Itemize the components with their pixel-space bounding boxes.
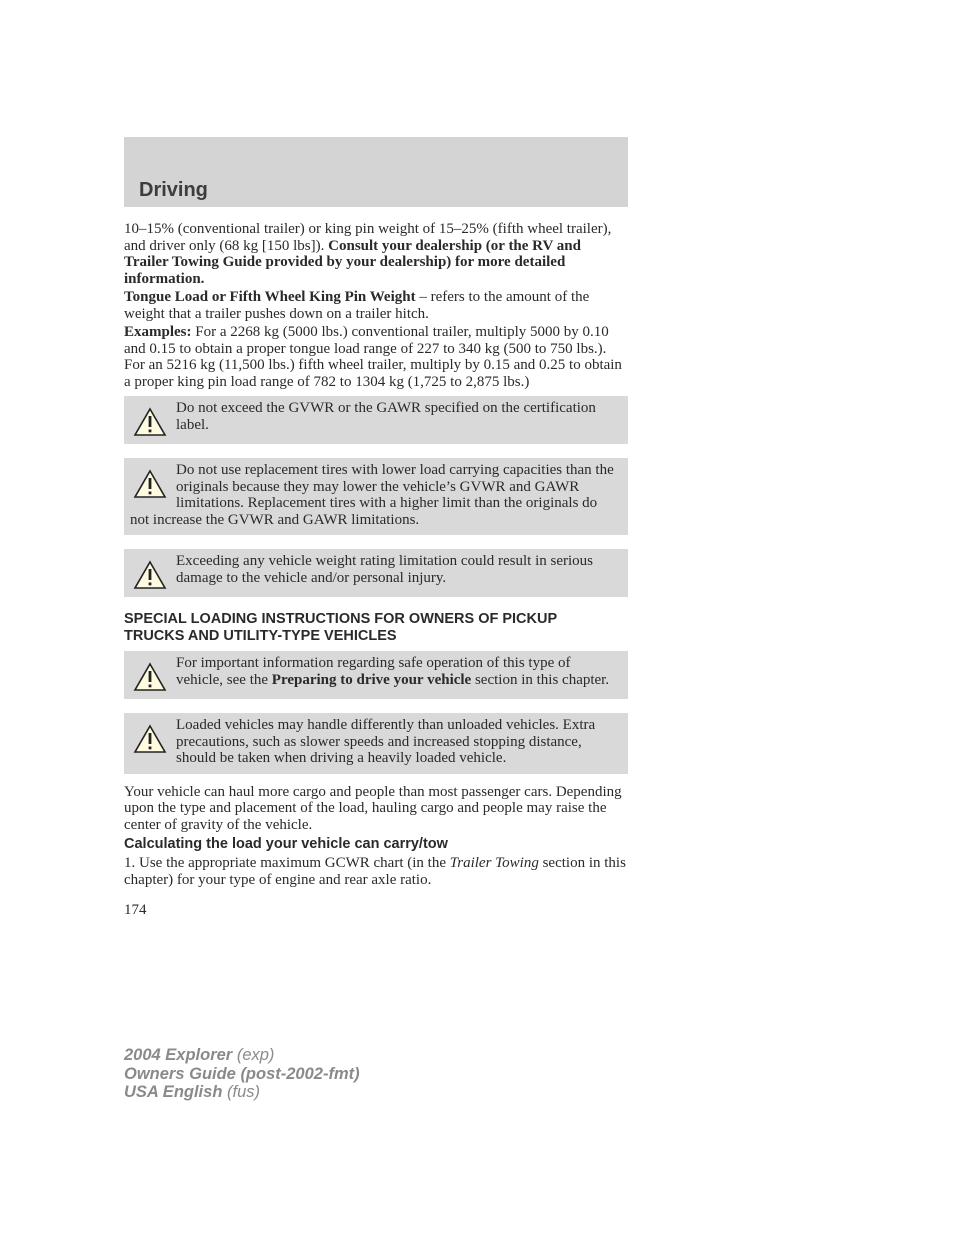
page-content	[124, 221, 628, 919]
warning-triangle-icon	[133, 560, 167, 590]
footer-guide: Owners Guide (post-2002-fmt)	[124, 1064, 360, 1083]
chapter-header-band	[124, 137, 628, 207]
page-number: 174	[124, 902, 147, 918]
warning-box-loaded-vehicles	[124, 713, 628, 774]
chapter-title: Driving	[139, 179, 208, 201]
intro-p1-text: 10–15% (conventional trailer) or king pin weight of 15–25% (fifth wheel trailer), and driver only (68 kg [150 lbs]).	[124, 221, 612, 254]
examples-label: Examples:	[124, 324, 192, 340]
step-1-text-end: section in this chapter) for your type of engine and rear axle ratio.	[124, 855, 626, 888]
trailer-towing-reference: Trailer Towing	[449, 855, 539, 871]
warning-triangle-icon	[133, 469, 167, 499]
intro-p1-bold: Consult your dealership (or the RV and Trailer Towing Guide provided by your dealership) for more detailed information.	[124, 237, 581, 287]
footer-line-2	[124, 1065, 360, 1084]
warning-box-tires	[124, 458, 628, 535]
section-reference: Preparing to drive your vehicle	[271, 671, 472, 688]
step-1-text: 1. Use the appropriate maximum GCWR chart (in the	[124, 855, 450, 871]
warning-text-part: section in this chapter.	[471, 671, 610, 688]
warning-text-part: For important information regarding safe operation of this type of vehicle, see the	[176, 655, 571, 688]
examples-text: For a 2268 kg (5000 lbs.) conventional trailer, multiply 5000 by 0.10 and 0.15 to obtain a proper tongue load range of 227 to 340 kg (500 to 750 lbs.). For an 5216 kg (11,500 lbs.) fifth wheel trailer, multiply by 0.15 and 0.25 to obtain a proper king pin load range of 782 to 1304 kg (1,725 to 2,875 lbs.)	[124, 324, 622, 390]
warning-text	[130, 655, 620, 688]
footer-line-1	[124, 1046, 360, 1065]
section-heading-line-1: SPECIAL LOADING INSTRUCTIONS FOR OWNERS OF PICKUP	[124, 611, 558, 627]
tongue-load-text: – refers to the amount of the weight that a trailer pushes down on a trailer hitch.	[124, 289, 590, 322]
warning-text: Exceeding any vehicle weight rating limitation could result in serious damage to the vehicle and/or personal injury.	[176, 553, 593, 586]
warning-text: Do not use replacement tires with lower load carrying capacities than the originals because they may lower the vehicle’s GVWR and GAWR limitations. Replacement tires with a higher limit than the originals do not increase the GVWR and GAWR limitations.	[130, 462, 614, 528]
footer-language: USA English	[124, 1083, 223, 1101]
warning-box-gvwr	[124, 396, 628, 444]
section-heading-line-2: TRUCKS AND UTILITY-TYPE VEHICLES	[124, 628, 397, 644]
warning-text: Loaded vehicles may handle differently than unloaded vehicles. Extra precautions, such as slower speeds and increased stopping distance, should be taken when driving a heavily loaded vehicle.	[176, 717, 596, 766]
cargo-paragraph: Your vehicle can haul more cargo and people than most passenger cars. Depending upon the type and placement of the load, hauling cargo and people may raise the center of gravity of the vehicle.	[124, 783, 622, 833]
examples-paragraph	[124, 324, 628, 390]
section-heading	[124, 611, 628, 645]
tongue-load-term: Tongue Load or Fifth Wheel King Pin Weight	[124, 289, 416, 305]
footer-model: 2004 Explorer	[124, 1046, 233, 1064]
warning-text: Do not exceed the GVWR or the GAWR specified on the certification label.	[176, 400, 596, 433]
document-footer	[124, 1046, 360, 1102]
footer-model-code: (exp)	[232, 1046, 275, 1064]
warning-triangle-icon	[133, 724, 167, 754]
intro-paragraph-1	[124, 221, 628, 287]
warning-triangle-icon	[133, 662, 167, 692]
footer-language-code: (fus)	[222, 1083, 260, 1101]
warning-triangle-icon	[133, 407, 167, 437]
tongue-load-definition	[124, 289, 628, 322]
footer-line-3	[124, 1083, 360, 1102]
subsection-heading: Calculating the load your vehicle can carry/tow	[124, 836, 448, 852]
warning-box-weight-rating	[124, 549, 628, 597]
warning-box-safe-operation	[124, 651, 628, 699]
step-1-paragraph	[124, 855, 628, 888]
